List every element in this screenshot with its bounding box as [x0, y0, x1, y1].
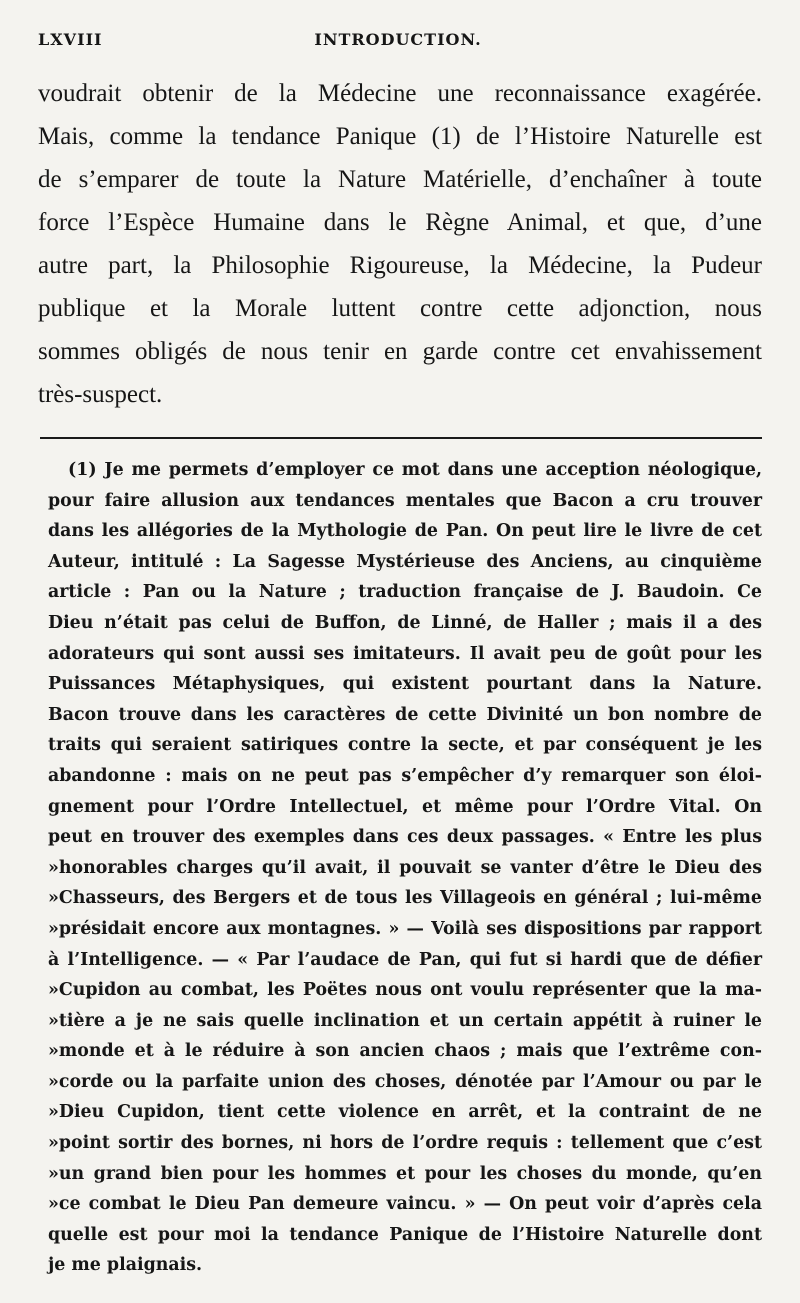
main-line: sommes obligés de nous tenir en garde contre cet envahissement [38, 338, 762, 365]
footnote-line: »présidait encore aux montagnes. » — Voilà ses dispositions par rapport [48, 918, 762, 939]
footnote-line: je me plaignais. [48, 1255, 203, 1276]
footnote-line: »ce combat le Dieu Pan demeure vaincu. » — On peut voir d’après cela [48, 1194, 762, 1215]
main-line: voudrait obtenir de la Médecine une reconnaissance exagérée. [38, 80, 762, 107]
footnote-line: »point sortir des bornes, ni hors de l’ordre requis : tellement que c’est [48, 1133, 762, 1154]
main-line: publique et la Morale luttent contre cette adjonction, nous [38, 295, 762, 322]
main-text [38, 72, 762, 416]
footnote-line: dans les allégories de la Mythologie de Pan. On peut lire le livre de cet [48, 521, 762, 542]
footnote-line: Auteur, intitulé : La Sagesse Mystérieuse des Anciens, au cinquième [48, 551, 762, 572]
footnote [48, 455, 762, 1281]
footnote-line: »Dieu Cupidon, tient cette violence en arrêt, et la contraint de ne [48, 1102, 762, 1123]
footnote-separator [40, 437, 762, 439]
footnote-line: à l’Intelligence. — « Par l’audace de Pan, qui fut si hardi que de défier [48, 949, 762, 970]
running-title: INTRODUCTION. [314, 30, 482, 49]
footnote-line: »Cupidon au combat, les Poëtes nous ont voulu représenter que la ma- [48, 980, 762, 1001]
footnote-line: quelle est pour moi la tendance Panique de l’Histoire Naturelle dont [48, 1224, 762, 1245]
main-line: Mais, comme la tendance Panique (1) de l’Histoire Naturelle est [38, 123, 762, 150]
footnote-line: peut en trouver des exemples dans ces deux passages. « Entre les plus [48, 827, 762, 848]
footnote-line: »corde ou la parfaite union des choses, dénotée par l’Amour ou par le [48, 1071, 762, 1092]
footnote-line: gnement pour l’Ordre Intellectuel, et même pour l’Ordre Vital. On [48, 796, 762, 817]
footnote-line: adorateurs qui sont aussi ses imitateurs. Il avait peu de goût pour les [48, 643, 762, 664]
footnote-line: abandonne : mais on ne peut pas s’empêcher d’y remarquer son éloi- [48, 765, 762, 786]
footnote-line: traits qui seraient satiriques contre la secte, et par conséquent je les [48, 735, 762, 756]
main-line: de s’emparer de toute la Nature Matérielle, d’enchaîner à toute [38, 166, 762, 193]
main-line: force l’Espèce Humaine dans le Règne Animal, et que, d’une [38, 209, 762, 236]
footnote-line: »tière a je ne sais quelle inclination et un certain appétit à ruiner le [48, 1010, 762, 1031]
main-line: autre part, la Philosophie Rigoureuse, la Médecine, la Pudeur [38, 252, 762, 279]
page-number: LXVIII [38, 30, 103, 49]
footnote-line: pour faire allusion aux tendances mentales que Bacon a cru trouver [48, 490, 762, 511]
footnote-line: Puissances Métaphysiques, qui existent pourtant dans la Nature. [48, 674, 762, 695]
footnote-line: »honorables charges qu’il avait, il pouvait se vanter d’être le Dieu des [48, 857, 762, 878]
footnote-line: Bacon trouve dans les caractères de cette Divinité un bon nombre de [48, 704, 762, 725]
footnote-line: (1) Je me permets d’employer ce mot dans une acception néologique, [68, 460, 762, 480]
main-line: très-suspect. [38, 381, 163, 408]
running-header [38, 30, 758, 58]
footnote-line: »monde et à le réduire à son ancien chaos ; mais que l’extrême con- [48, 1041, 762, 1062]
footnote-line: »Chasseurs, des Bergers et de tous les Villageois en général ; lui-même [48, 888, 762, 909]
footnote-line: Dieu n’était pas celui de Buffon, de Linné, de Haller ; mais il a des [48, 612, 762, 633]
footnote-line: article : Pan ou la Nature ; traduction française de J. Baudoin. Ce [48, 582, 762, 603]
footnote-line: »un grand bien pour les hommes et pour les choses du monde, qu’en [48, 1163, 762, 1184]
